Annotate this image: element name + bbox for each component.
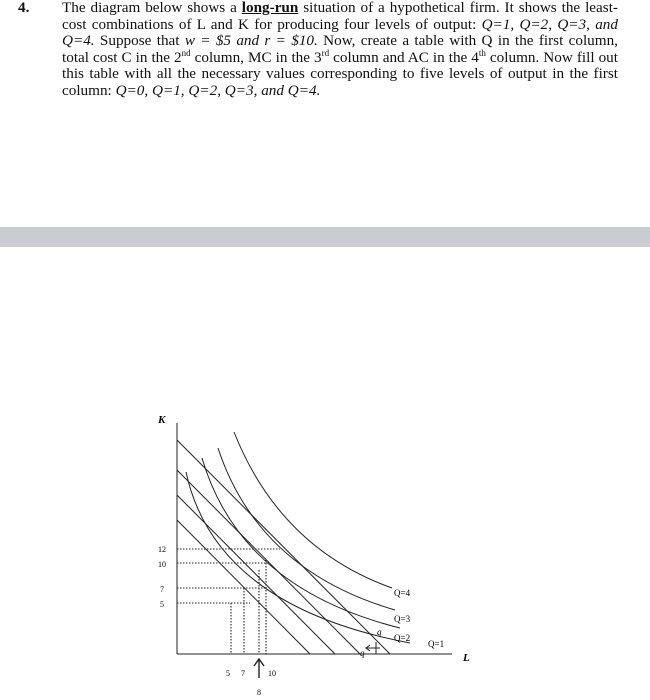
question-text: The diagram below shows a long-run situation of a hypothetical firm. It shows the least-cost combinations of L and K for producing four levels of output: Q=1, Q=2, Q=3, and Q=4. Suppose that w = $5 and r = $10. Now, create a table with Q in the first column, total cost C in the 2nd column, MC in the 3rd column and AC in the 4th column. Now fill out this table with all the necessary values corresponding to five levels of output in the first column: Q=0, Q=1, Q=2, Q=3, and Q=4. xyxy=(62,0,618,99)
input-prices: w = $5 and r = $10. xyxy=(184,32,318,50)
isoquant-label-q2: Q=2 xyxy=(394,633,411,643)
x-tick-label: 10 xyxy=(268,669,276,678)
x-tick-label: 7 xyxy=(241,669,245,678)
small-arrow xyxy=(366,642,380,654)
y-tick-label: 10 xyxy=(158,560,166,569)
y-tick-label: 12 xyxy=(158,545,166,554)
y-tick-label: 7 xyxy=(160,585,164,594)
x-axis-label: L xyxy=(463,652,470,664)
isoquant-q4 xyxy=(234,432,392,588)
isoquant-q3 xyxy=(218,448,395,610)
isoquant-label-q1: Q=1 xyxy=(428,639,445,649)
x-arrow-label: 8 xyxy=(257,688,261,697)
isoquant-label-q4: Q=4 xyxy=(394,588,411,598)
small-label-2: q xyxy=(360,648,365,658)
y-tick-label: 5 xyxy=(160,600,164,609)
x-tick-arrow xyxy=(254,659,264,678)
long-run-term: long-run xyxy=(241,0,299,16)
l-guide-lines xyxy=(231,560,266,654)
question-number: 4. xyxy=(18,0,30,16)
output-levels-four: Q=1, Q=2, Q=3, and Q=4. xyxy=(62,15,618,50)
isoquant-label-q3: Q=3 xyxy=(394,614,411,624)
x-tick-label: 5 xyxy=(226,669,230,678)
output-levels-five: Q=0, Q=1, Q=2, Q=3, and Q=4. xyxy=(115,81,321,99)
k-guide-lines xyxy=(177,549,280,603)
y-axis-label: K xyxy=(158,414,166,426)
isocost-lines xyxy=(177,440,390,654)
small-label: q xyxy=(377,627,382,637)
